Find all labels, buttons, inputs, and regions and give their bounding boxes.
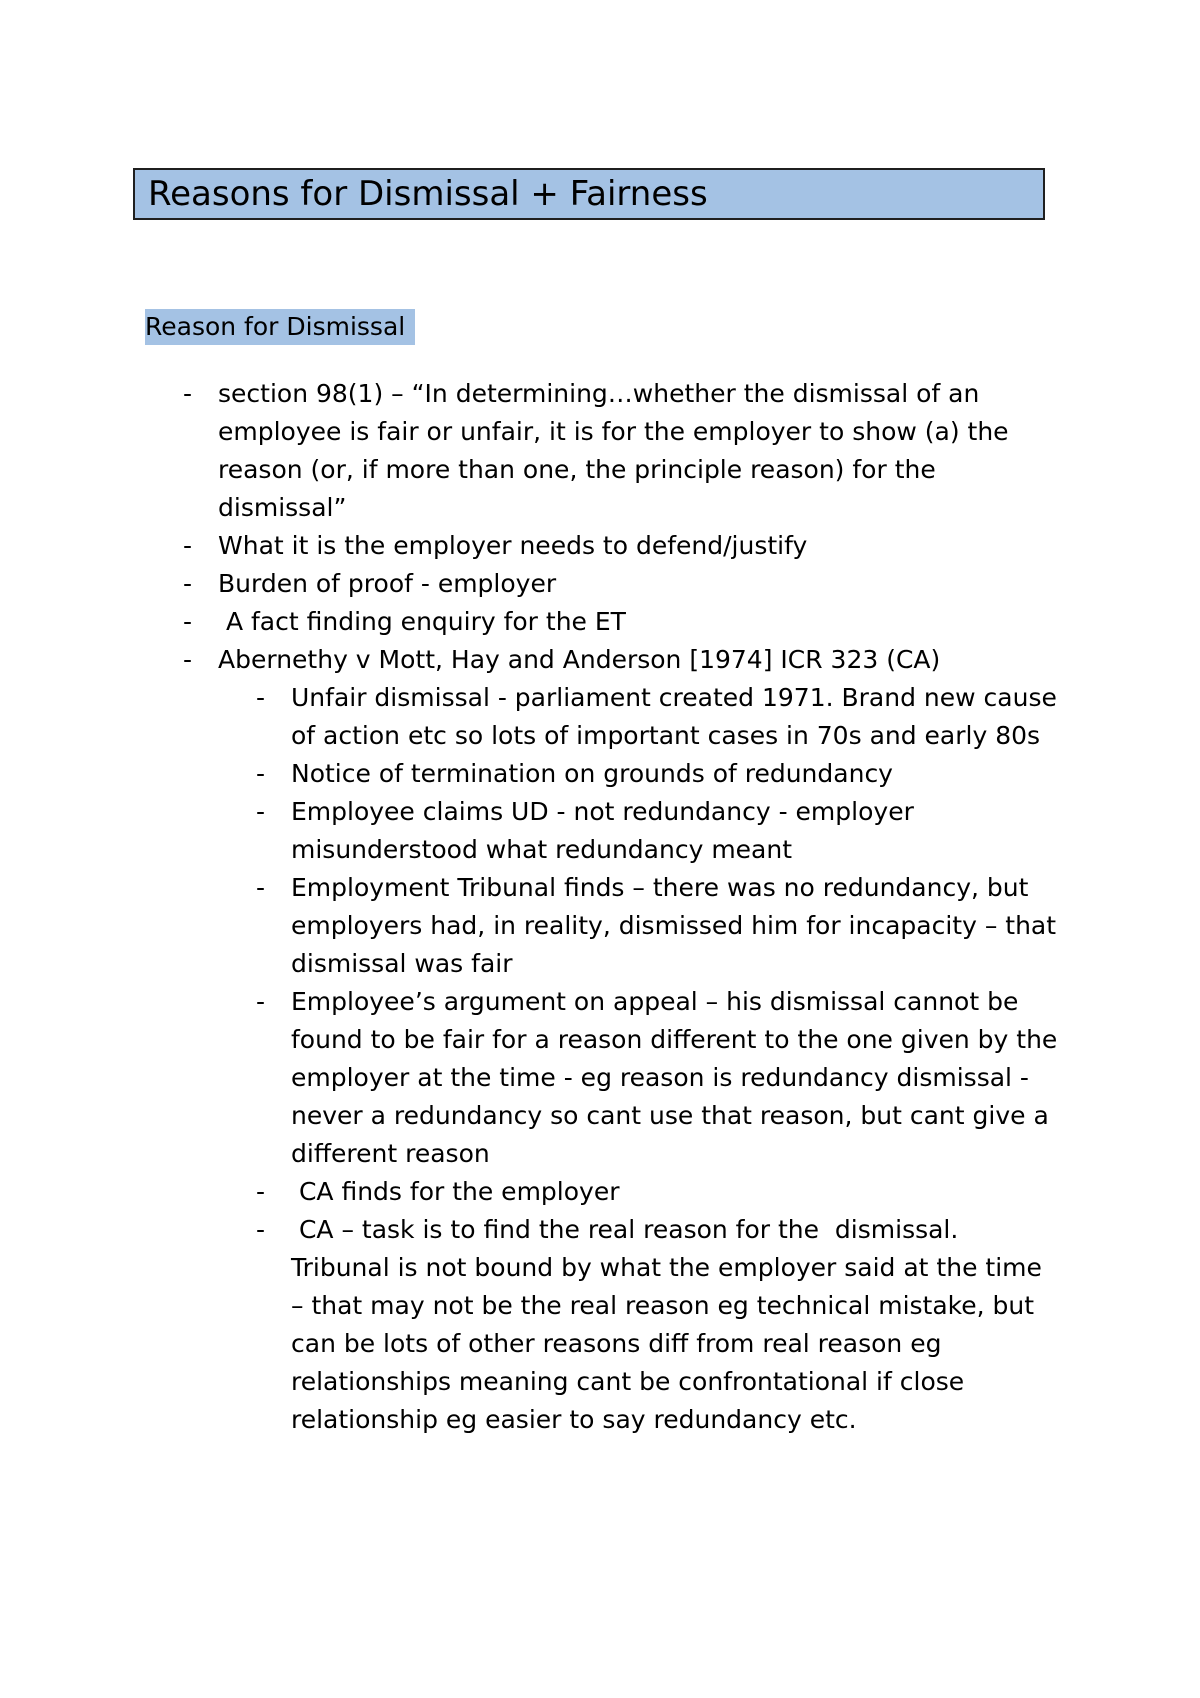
bullet-dash: - <box>256 1215 266 1244</box>
bullet-dash: - <box>183 645 193 674</box>
bullet-dash: - <box>256 797 266 826</box>
list-item <box>0 603 1058 641</box>
list-item-text: Employee claims UD - not redundancy - employer misunderstood what redundancy meant <box>291 797 922 864</box>
bullet-dash: - <box>183 379 193 408</box>
bullet-dash: - <box>256 683 266 712</box>
bullet-dash: - <box>256 759 266 788</box>
sub-list-item <box>0 1211 1058 1439</box>
list-item-text: Employment Tribunal finds – there was no redundancy, but employers had, in reality, dismissed him for incapacity – that dismissal was fair <box>291 873 1064 978</box>
list-item <box>0 565 1058 603</box>
bullet-dash: - <box>256 1177 266 1206</box>
list-item <box>0 641 1058 679</box>
list-item-text: CA finds for the employer <box>291 1177 620 1206</box>
section-heading: Reason for Dismissal <box>145 309 415 345</box>
list-item <box>0 527 1058 565</box>
bullet-dash: - <box>183 607 193 636</box>
list-item-text: Unfair dismissal - parliament created 1971. Brand new cause of action etc so lots of important cases in 70s and early 80s <box>291 683 1065 750</box>
sub-list-item <box>0 793 1058 869</box>
document-title: Reasons for Dismissal + Fairness <box>133 168 1045 220</box>
sub-list-item <box>0 679 1065 755</box>
list-item-text: What it is the employer needs to defend/justify <box>218 531 808 560</box>
list-item <box>0 375 1058 527</box>
bullet-list <box>0 375 1200 1439</box>
list-item-text: Notice of termination on grounds of redundancy <box>291 759 893 788</box>
sub-list-item <box>0 983 1066 1173</box>
list-item-text: A fact finding enquiry for the ET <box>218 607 626 636</box>
sub-list-item <box>0 869 1064 983</box>
bullet-dash: - <box>256 873 266 902</box>
bullet-dash: - <box>183 569 193 598</box>
list-item-text: CA – task is to find the real reason for the dismissal. Tribunal is not bound by what the employer said at the time – that may not be the real reason eg technical mistake, but can be lots of other reasons diff from real reason eg relationships meaning cant be confrontational if close relationship eg easier to say redundancy etc. <box>291 1215 1050 1434</box>
list-item-text: Burden of proof - employer <box>218 569 557 598</box>
list-item-text: Abernethy v Mott, Hay and Anderson [1974] ICR 323 (CA) <box>218 645 941 674</box>
sub-list-item <box>0 1173 1058 1211</box>
list-item-text: section 98(1) – “In determining…whether the dismissal of an employee is fair or unfair, it is for the employer to show (a) the reason (or, if more than one, the principle reason) for the dismissal” <box>218 379 1017 522</box>
list-item-text: Employee’s argument on appeal – his dismissal cannot be found to be fair for a reason different to the one given by the employer at the time - eg reason is redundancy dismissal - never a redundancy so cant use that reason, but cant give a different reason <box>291 987 1066 1168</box>
bullet-dash: - <box>183 531 193 560</box>
sub-list-item <box>0 755 1058 793</box>
bullet-dash: - <box>256 987 266 1016</box>
